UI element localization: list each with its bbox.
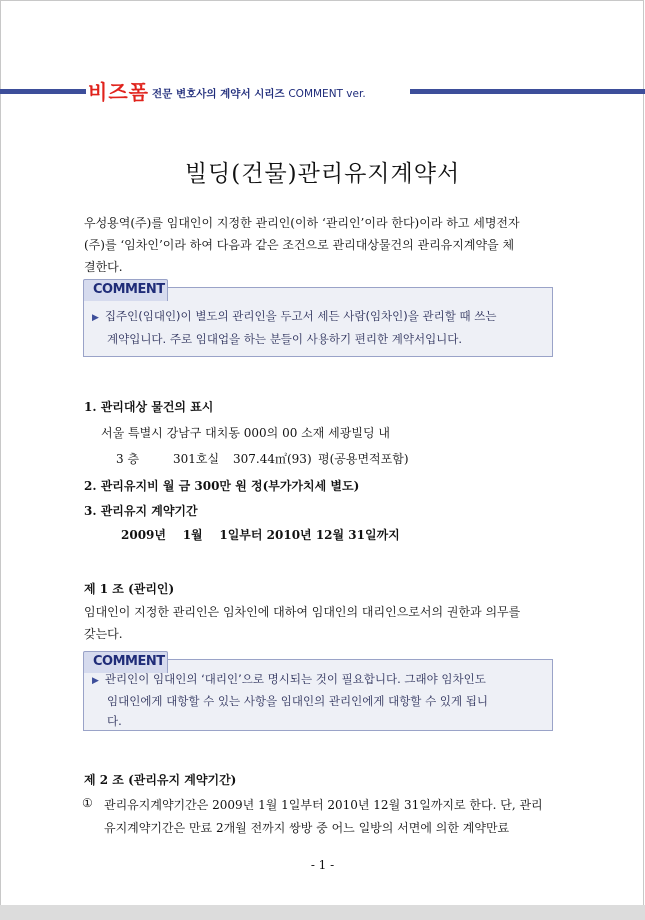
header-subtitle [152,86,366,101]
intro-paragraph [84,212,559,278]
comment-line: 임대인에게 대항할 수 있는 사항을 임대인의 관리인에게 대항할 수 있게 됩니 [107,694,488,708]
intro-line: (주)를 ‘임차인’이라 하여 다음과 같은 조건으로 관리대상물건의 관리유지계약을 체 [84,238,515,252]
comment-box [83,282,553,357]
comment-label: COMMENT [93,654,165,669]
article-paragraph [84,601,559,645]
comment-line: 관리인이 임대인의 ‘대리인’으로 명시되는 것이 필요합니다. 그래야 임차인도 [104,672,486,686]
article-line: 갖는다. [84,627,123,641]
series-title: 전문 변호사의 계약서 시리즈 [152,88,285,100]
document-title: 빌딩(건물)관리유지계약서 [184,161,461,187]
page-bottom-strip [0,905,645,920]
property-address: 서울 특별시 강남구 대치동 000의 00 소재 세광빌딩 내 [101,426,390,440]
intro-line: 우성용역(주)를 임대인이 지정한 관리인(이하 ‘관리인’이라 한다)이라 하고 세명전자 [84,216,520,230]
article-line: 임대인이 지정한 관리인은 임차인에 대하여 임대인의 대리인으로서의 권한과 의무를 [84,605,521,619]
item-number: ① [82,796,93,810]
section-heading: 2. 관리유지비 월 금 300만 원 정(부가가치세 별도) [84,479,360,493]
header-rule-left [0,89,86,94]
property-area: 307.44㎡(93) [233,452,312,466]
comment-line: 계약입니다. 주로 임대업을 하는 분들이 사용하기 편리한 계약서입니다. [107,332,463,346]
section-heading: 1. 관리대상 물건의 표시 [84,400,214,414]
article-line: 관리유지계약기간은 2009년 1월 1일부터 2010년 12월 31일까지로 한다. 단, 관리 [104,798,543,812]
article-heading: 제 2 조 (관리유지 계약기간) [84,773,237,787]
comment-body [92,306,542,350]
contract-period: 2009년 1월 1일부터 2010년 12월 31일까지 [121,528,400,542]
triangle-bullet-icon: ▶ [92,313,99,323]
page-number: - 1 - [310,858,335,872]
section-heading: 3. 관리유지 계약기간 [84,504,198,518]
comment-line: 다. [107,714,122,728]
comment-body [92,669,542,731]
property-floor: 3 층 [116,452,140,466]
header-rule-right [410,89,645,94]
intro-line: 결한다. [84,260,123,274]
comment-box [83,654,553,731]
comment-line: 집주인(임대인)이 별도의 관리인을 두고서 세든 사람(임차인)을 관리할 때 쓰는 [104,309,497,323]
version-label: COMMENT ver. [288,88,366,100]
article-line: 유지계약기간은 만료 2개월 전까지 쌍방 중 어느 일방의 서면에 의한 계약만료 [104,821,510,835]
article-heading: 제 1 조 (관리인) [84,582,175,596]
brand-logo: 비즈폼 [88,80,149,104]
property-area-note: 평(공용면적포함) [318,452,409,466]
property-room: 301호실 [173,452,220,466]
triangle-bullet-icon: ▶ [92,676,99,686]
comment-header [83,279,168,301]
comment-label: COMMENT [93,282,165,297]
